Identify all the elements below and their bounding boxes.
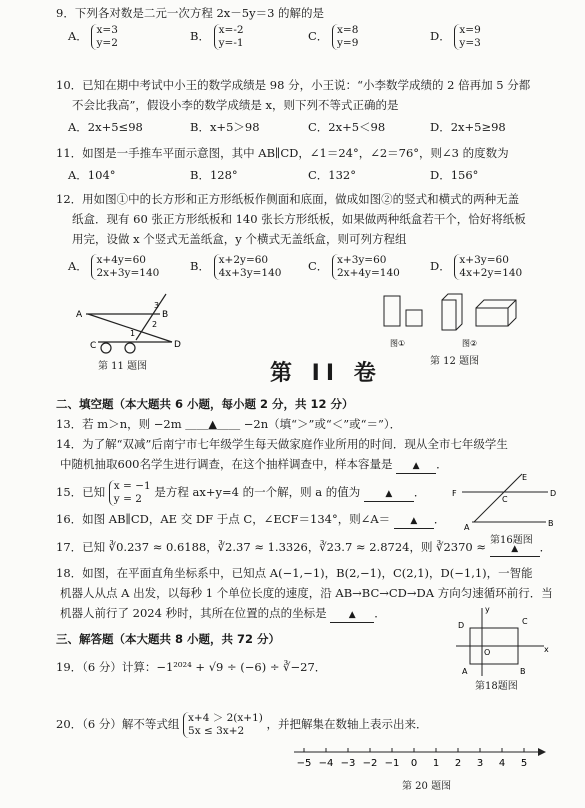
q9-option-c[interactable]: C． x=8 y=9 (308, 24, 359, 50)
label-e: E (522, 473, 528, 482)
tick-label: 5 (520, 758, 528, 769)
q11-option-a[interactable]: A．104° (68, 168, 116, 182)
tick-label: −1 (384, 758, 400, 769)
q18-line2: 机器人从点 A 出发，以每秒 1 个单位长度的速度，沿 AB→BC→CD→DA 方向匀速循环前行．当 (60, 586, 553, 600)
q10-option-d[interactable]: D．2x+5≥98 (430, 120, 506, 134)
horizontal-box-side (476, 300, 516, 326)
label-o: O (484, 648, 491, 657)
q17: 17．已知 ∛0.237 ≈ 0.6188，∛2.37 ≈ 1.3326，∛23.7 ≈ 2.8724，则 ∛2370 ≈ ▲ ． (56, 540, 551, 557)
label-c: C (90, 341, 97, 351)
q18-line3: 机器人前行了 2024 秒时，其所在位置的点的坐标是 ▲ ． (60, 606, 386, 623)
wheel-right (125, 343, 135, 353)
equation-system: x+2y=60 4x+3y=140 (214, 254, 282, 280)
tick-label: 0 (410, 758, 418, 769)
q19: 19．（6 分）计算：−1²⁰²⁴ + √9 ÷ (−6) ÷ ∛−27． (56, 660, 327, 674)
figure-18-coordinate-plane (452, 604, 552, 680)
q9-option-d[interactable]: D． x=9 y=3 (430, 24, 481, 50)
label-1: 1 (130, 329, 136, 338)
label-d: D (458, 621, 465, 630)
tick-label: −2 (362, 758, 378, 769)
vertical-box-side (442, 294, 462, 330)
q20: 20．（6 分）解不等式组 x+4 ＞ 2(x+1) 5x ≤ 3x+2 ，并把解集在数轴上表示出来． (56, 712, 428, 738)
wheel-left (101, 343, 111, 353)
tick-label: 3 (476, 758, 484, 769)
label-a: A (76, 310, 83, 320)
q10-option-c[interactable]: C．2x+5＜98 (308, 120, 386, 134)
label-a: A (462, 667, 468, 676)
figure-11-caption: 第 11 题图 (98, 361, 148, 372)
number-line-ticks (297, 748, 528, 769)
figure-20-caption: 第 20 题图 (402, 781, 452, 792)
q10-option-b[interactable]: B．x+5＞98 (190, 120, 260, 134)
tick-label: 1 (432, 758, 440, 769)
tick-label: −3 (340, 758, 356, 769)
line-ae (474, 474, 522, 522)
figure-18-caption: 第18题图 (475, 681, 518, 692)
figure-16-caption: 第16题图 (490, 535, 533, 546)
q10-option-a[interactable]: A．2x+5≤98 (68, 120, 143, 134)
label-c: C (522, 617, 528, 626)
q9-option-a[interactable]: A． x=3 y=2 (68, 24, 118, 50)
q11-option-b[interactable]: B．128° (190, 168, 238, 182)
label-x: x (544, 645, 549, 654)
equation-system: x=9 y=3 (454, 24, 480, 50)
q11-stem: 11．如图是一手推车平面示意图，其中 AB∥CD，∠1＝24°，∠2＝76°，则∠3 的度数为 (56, 146, 509, 160)
answer-blank[interactable]: ▲ (330, 606, 374, 623)
label-f: F (452, 489, 457, 498)
figure-16 (452, 470, 562, 532)
q12-line2: 纸盒．现有 60 张正方形纸板和 140 张长方形纸板，如果做两种纸盒若干个，恰好将纸板 (72, 212, 526, 226)
q12-option-d[interactable]: D． x+3y=60 4x+2y=140 (430, 254, 523, 280)
equation-system: x+4y=60 2x+3y=140 (91, 254, 159, 280)
q9-option-b[interactable]: B． x=-2 y=-1 (190, 24, 244, 50)
q15: 15．已知 x = −1 y = 2 是方程 ax+y=4 的一个解，则 a 的值为 ▲ ． (56, 480, 426, 506)
figure-12-boxes (380, 290, 530, 352)
inequality-system: x+4 ＞ 2(x+1) 5x ≤ 3x+2 (183, 712, 263, 738)
answer-blank[interactable]: ▲ (394, 512, 434, 529)
q12-line3: 用完，设做 x 个竖式无盖纸盒，y 个横式无盖纸盒，则可列方程组 (72, 232, 407, 246)
label-b: B (520, 667, 526, 676)
equation-system: x+3y=60 2x+4y=140 (332, 254, 400, 280)
part-2-title: 第 II 卷 (270, 361, 382, 386)
label-a: A (464, 523, 470, 532)
equation-system: x+3y=60 4x+2y=140 (454, 254, 522, 280)
q11-option-d[interactable]: D．156° (430, 168, 479, 182)
label-d: D (174, 340, 181, 350)
section-2-heading: 二、填空题（本大题共 6 小题，每小题 2 分，共 12 分） (56, 397, 354, 411)
vertical-box-front (442, 300, 456, 330)
q12-option-a[interactable]: A． x+4y=60 2x+3y=140 (68, 254, 160, 280)
equation-system: x=-2 y=-1 (214, 24, 244, 50)
q12-line1: 12．用如图①中的长方形和正方形纸板作侧面和底面，做成如图②的竖式和横式的两种无盖 (56, 192, 520, 206)
answer-blank[interactable]: ▲ (490, 540, 540, 557)
tick-label: −5 (296, 758, 312, 769)
section-3-heading: 三、解答题（本大题共 8 小题，共 72 分） (56, 632, 281, 646)
q10-line1: 10．已知在期中考试中小王的数学成绩是 98 分，小王说：“小李数学成绩的 2 倍再加 5 分都 (56, 78, 531, 92)
q18-line1: 18．如图，在平面直角坐标系中，已知点 A(−1,−1)，B(2,−1)，C(2,1)，D(−1,1)，一智能 (56, 566, 533, 580)
q12-option-c[interactable]: C． x+3y=60 2x+4y=140 (308, 254, 400, 280)
tick-label: 4 (498, 758, 506, 769)
q14-line2: 中随机抽取600名学生进行调查，在这个抽样调查中，样本容量是 ▲ ． (60, 457, 448, 474)
fig12-sub1: 图① (390, 339, 406, 348)
number-line[interactable] (290, 742, 550, 776)
label-3: 3 (154, 301, 160, 310)
label-2: 2 (152, 320, 158, 329)
equation-system: x=8 y=9 (332, 24, 358, 50)
q16: 16．如图 AB∥CD，AE 交 DF 于点 C，∠ECF＝134°，则∠A＝ ▲ ． (56, 512, 445, 529)
label-y: y (485, 605, 490, 614)
label-c: C (502, 495, 508, 504)
q11-option-c[interactable]: C．132° (308, 168, 356, 182)
tick-label: −4 (318, 758, 334, 769)
label-d: D (550, 489, 557, 498)
answer-blank[interactable]: ▲ (364, 485, 414, 502)
q14-line1: 14．为了解“双减”后南宁市七年级学生每天做家庭作业所用的时间．现从全市七年级学生 (56, 437, 508, 451)
equation-system: x=3 y=2 (91, 24, 117, 50)
q10-line2: 不会比我高”，假设小李的数学成绩是 x，则下列不等式正确的是 (72, 98, 399, 112)
equation-system: x = −1 y = 2 (109, 480, 151, 506)
figure-12-caption: 第 12 题图 (430, 356, 480, 367)
q13: 13．若 m＞n，则 −2m ＿＿▲＿＿ −2n（填“＞”或“＜”或“＝”）． (56, 417, 402, 431)
tick-label: 2 (454, 758, 462, 769)
square-panel (406, 310, 422, 326)
label-b: B (548, 519, 554, 528)
answer-blank[interactable]: ▲ (396, 457, 436, 474)
fig12-sub2: 图② (462, 339, 478, 348)
figure-11-cart (68, 292, 198, 354)
horizontal-box-front (476, 308, 508, 326)
q12-option-b[interactable]: B． x+2y=60 4x+3y=140 (190, 254, 282, 280)
number-line-arrow (538, 748, 546, 756)
rectangle-panel (384, 296, 400, 326)
q9-stem: 9．下列各对数是二元一次方程 2x－5y＝3 的解的是 (56, 6, 325, 20)
label-b: B (162, 310, 169, 320)
